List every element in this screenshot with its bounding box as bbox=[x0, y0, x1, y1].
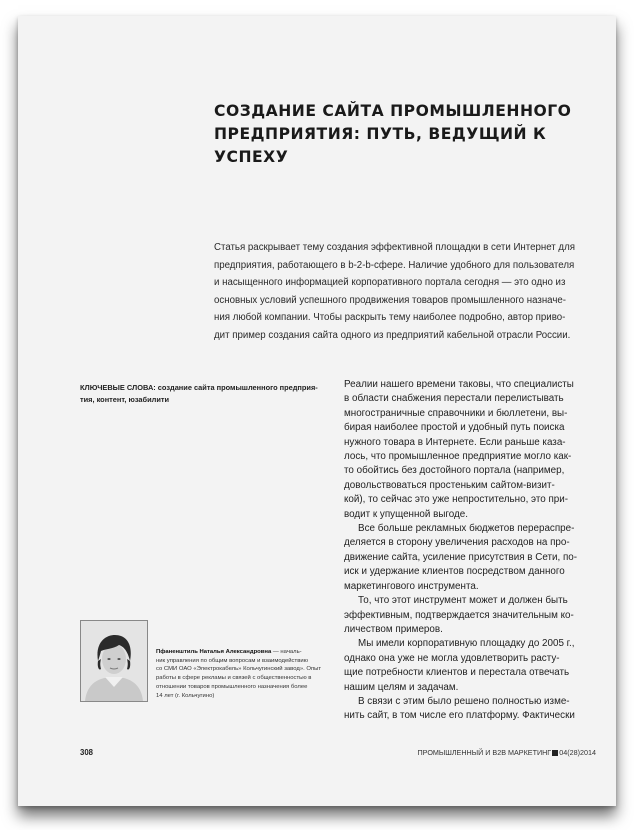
article-title bbox=[214, 100, 594, 169]
keywords-line: тия, контент, юзабилити bbox=[80, 394, 170, 404]
bio-line: 14 лет (г. Кольчугино) bbox=[156, 692, 215, 699]
bio-line bbox=[156, 648, 336, 657]
lead-line: дит пример создания сайта одного из предприятий кабельной отрасли России. bbox=[214, 329, 571, 341]
body-line: щие потребности клиентов и перестала отвечать bbox=[344, 667, 570, 679]
body-line: в области снабжения перестали перелистывать bbox=[344, 393, 564, 405]
body-line: нужного товара в Интернете. Если раньше каза- bbox=[344, 436, 566, 448]
lead-line: основных условий успешного продвижения товаров промышленного назначе- bbox=[214, 294, 567, 306]
lead-line: ния любой компании. Чтобы раскрыть тему наиболее подробно, автор приво- bbox=[214, 312, 566, 324]
body-line: Реалии нашего времени таковы, что специалисты bbox=[344, 379, 574, 390]
bio-line: ник управления по общим вопросам и взаимодействию bbox=[156, 657, 309, 664]
lead-line: и насыщенного информацией корпоративного портала сегодня — это одно из bbox=[214, 277, 566, 289]
author-bio bbox=[156, 648, 336, 700]
author-name: Пфаненштиль Наталья Александровна bbox=[156, 649, 272, 655]
body-line: Все больше рекламных бюджетов перераспре- bbox=[358, 523, 575, 535]
bio-first-rest: — началь- bbox=[271, 649, 302, 655]
page-number: 308 bbox=[80, 748, 94, 757]
magazine-page bbox=[18, 16, 616, 806]
title-line: ПРЕДПРИЯТИЯ: ПУТЬ, ВЕДУЩИЙ К УСПЕХУ bbox=[214, 125, 547, 166]
title-line: СОЗДАНИЕ САЙТА ПРОМЫШЛЕННОГО bbox=[214, 102, 572, 120]
body-line: нашим целям и задачам. bbox=[344, 681, 459, 693]
lead-line: предприятия, работающего в b-2-b-сфере. Наличие удобного для пользователя bbox=[214, 259, 575, 271]
body-line: довольствоваться простеньким сайтом-визит- bbox=[344, 479, 555, 491]
body-line: движение сайта, усиление присутствия в Сети, по- bbox=[344, 551, 578, 563]
body-line: личеством примеров. bbox=[344, 623, 443, 635]
body-line: многостраничные справочники и бюллетени, вы- bbox=[344, 407, 568, 419]
body-line: В связи с этим было решено полностью изме- bbox=[358, 695, 570, 707]
lead-line: Статья раскрывает тему создания эффективной площадки в сети Интернет для bbox=[214, 242, 575, 253]
journal-name: ПРОМЫШЛЕННЫЙ И B2B МАРКЕТИНГ bbox=[417, 748, 552, 757]
body-line: маркетингового инструмента. bbox=[344, 580, 479, 592]
body-line: нить сайт, в том числе его платформу. Фактически bbox=[344, 710, 575, 722]
keywords-line: КЛЮЧЕВЫЕ СЛОВА: создание сайта промышленного предприя- bbox=[80, 383, 318, 392]
article-body bbox=[344, 378, 602, 724]
bio-line: со СМИ ОАО «Электрокабель» Кольчугинский завод». Опыт bbox=[156, 666, 322, 673]
body-line: кой), то сейчас это уже непростительно, это при- bbox=[344, 494, 569, 506]
body-line: то обойтись без достойного портала (например, bbox=[344, 465, 565, 477]
body-line: однако она уже не могла удовлетворить расту- bbox=[344, 652, 560, 664]
author-portrait-image bbox=[81, 621, 147, 701]
article-lead bbox=[214, 239, 590, 345]
square-separator-icon bbox=[552, 750, 558, 756]
journal-footer bbox=[418, 748, 596, 757]
keywords bbox=[80, 382, 330, 405]
bio-line: отношении товаров промышленного назначения более bbox=[156, 683, 308, 690]
body-line: Мы имели корпоративную площадку до 2005 г., bbox=[358, 638, 575, 650]
body-line: лось, что промышленное предприятие могло как- bbox=[344, 451, 572, 463]
body-line: иск и удержание клиентов посредством данного bbox=[344, 566, 565, 578]
issue-number: 04(28)2014 bbox=[559, 748, 596, 757]
body-line: деляется в сторону увеличения расходов на про- bbox=[344, 537, 570, 549]
body-line: водит к упущенной выгоде. bbox=[344, 508, 469, 520]
author-photo bbox=[80, 620, 148, 702]
bio-line: работы в сфере рекламы и связей с общественностью в bbox=[156, 675, 312, 682]
body-line: бирая наиболее простой и удобный путь поиска bbox=[344, 422, 565, 434]
body-line: эффективным, подтверждается значительным ко- bbox=[344, 609, 574, 621]
body-line: То, что этот инструмент может и должен быть bbox=[358, 595, 568, 607]
